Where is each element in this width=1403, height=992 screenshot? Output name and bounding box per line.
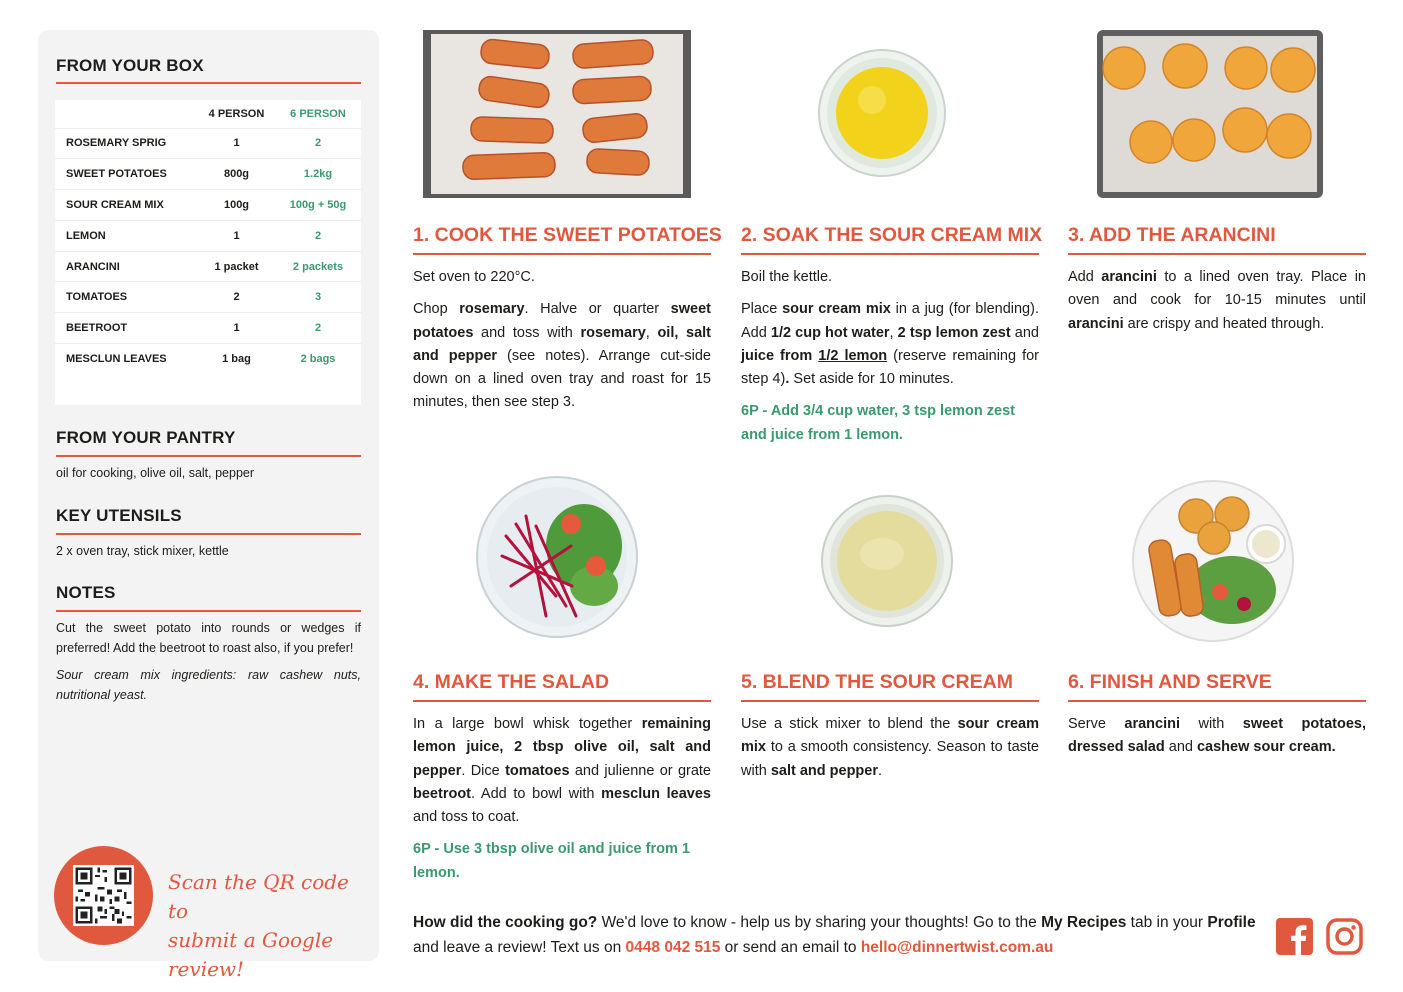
table-row: LEMON 1 2 — [55, 220, 361, 251]
step-1-title: 1. COOK THE SWEET POTATOES — [413, 224, 722, 246]
qr-caption: Scan the QR code to submit a Google review! — [168, 870, 349, 981]
step-3-instructions: Add arancini to a lined oven tray. Place in oven and cook for 10-15 minutes until arancini are crispy and heated through. — [1068, 269, 1366, 332]
header-blank — [55, 100, 198, 128]
sour-cream-mix-bowl-photo — [817, 48, 947, 178]
email-link[interactable]: hello@dinnertwist.com.au — [860, 939, 1054, 956]
notes-title: NOTES — [56, 583, 116, 602]
step-6-title: 6. FINISH AND SERVE — [1068, 671, 1272, 693]
step-5-title: 5. BLEND THE SOUR CREAM — [741, 671, 1013, 693]
qr-badge[interactable] — [54, 846, 153, 945]
salad-bowl-photo — [476, 476, 638, 638]
utensils-title: KEY UTENSILS — [56, 506, 182, 525]
divider — [1068, 253, 1366, 255]
table-row: SOUR CREAM MIX 100g 100g + 50g — [55, 190, 361, 221]
pantry-text: oil for cooking, olive oil, salt, pepper — [56, 466, 255, 480]
phone-link[interactable]: 0448 042 515 — [625, 939, 721, 956]
divider — [56, 455, 361, 457]
ingredients-table — [55, 100, 361, 405]
divider — [1068, 700, 1366, 702]
blended-sour-cream-photo — [820, 494, 954, 628]
step-6-instructions: Serve arancini with sweet potatoes, dressed salad and cashew sour cream. — [1068, 716, 1366, 756]
step-4-instructions: In a large bowl whisk together remaining lemon juice, 2 tbsp olive oil, salt and pepper. Dice tomatoes and julienne or grate beetroot. Add to bowl with mesclun leaves and toss to coat. 6P - Use 3 tbsp olive oil and juice from 1 lemon. — [413, 713, 711, 894]
divider — [741, 253, 1039, 255]
step-2-instructions: Boil the kettle. Place sour cream mix in a jug (for blending). Add 1/2 cup hot water, 2 tsp lemon zest and juice from 1/2 lemon (reserve remaining for step 4). Set aside for 10 minutes. 6P - Add 3/4 cup water, 3 tsp lemon zest and juice from 1 lemon. — [741, 266, 1039, 456]
header-6-person: 6 PERSON — [290, 107, 346, 120]
qr-code-icon[interactable] — [73, 865, 134, 926]
step-3-title: 3. ADD THE ARANCINI — [1068, 224, 1276, 246]
utensils-text: 2 x oven tray, stick mixer, kettle — [56, 544, 229, 558]
table-row: ARANCINI 1 packet 2 packets — [55, 251, 361, 282]
table-row: TOMATOES 2 3 — [55, 282, 361, 313]
box-title: FROM YOUR BOX — [56, 56, 204, 75]
finished-plate-photo — [1132, 480, 1294, 642]
instagram-icon[interactable] — [1326, 918, 1363, 955]
sweet-potatoes-tray-photo — [423, 30, 691, 198]
feedback-footer: How did the cooking go? We'd love to know - help us by sharing your thoughts! Go to the My Recipes tab in your Profile and leave a review! Text us on 0448 042 515 or send an email to hello@dinnertwist.com.au — [413, 914, 1256, 956]
ingredients-panel — [38, 30, 379, 981]
header-4-person: 4 PERSON — [208, 107, 265, 120]
divider — [413, 253, 711, 255]
pantry-title: FROM YOUR PANTRY — [56, 428, 236, 447]
step-4-6p-note: 6P - Use 3 tbsp olive oil and juice from 1 lemon. — [413, 841, 690, 881]
facebook-icon[interactable] — [1276, 918, 1313, 955]
divider — [56, 533, 361, 535]
table-row: BEETROOT 1 2 — [55, 313, 361, 344]
table-row: SWEET POTATOES 800g 1.2kg — [55, 159, 361, 190]
arancini-tray-photo — [1097, 30, 1323, 198]
table-row: ROSEMARY SPRIG 1 2 — [55, 128, 361, 159]
divider — [413, 700, 711, 702]
step-2-6p-note: 6P - Add 3/4 cup water, 3 tsp lemon zest and juice from 1 lemon. — [741, 403, 1015, 443]
step-2-title: 2. SOAK THE SOUR CREAM MIX — [741, 224, 1043, 246]
divider — [56, 610, 361, 612]
table-row: MESCLUN LEAVES 1 bag 2 bags — [55, 344, 361, 375]
divider — [56, 82, 361, 84]
step-5-instructions: Use a stick mixer to blend the sour cream mix to a smooth consistency. Season to taste with salt and pepper. — [741, 716, 1039, 779]
divider — [741, 700, 1039, 702]
step-1-instructions: Set oven to 220°C. Chop rosemary. Halve or quarter sweet potatoes and toss with rosemary, oil, salt and pepper (see notes). Arrange cut-side down on a lined oven tray and roast for 15 minutes, then see step 3. — [413, 269, 711, 411]
notes-text: Cut the sweet potato into rounds or wedges if preferred! Add the beetroot to roast also, if you prefer! Sour cream mix ingredients: raw cashew nuts, nutritional yeast. — [56, 621, 361, 702]
step-4-title: 4. MAKE THE SALAD — [413, 671, 610, 693]
